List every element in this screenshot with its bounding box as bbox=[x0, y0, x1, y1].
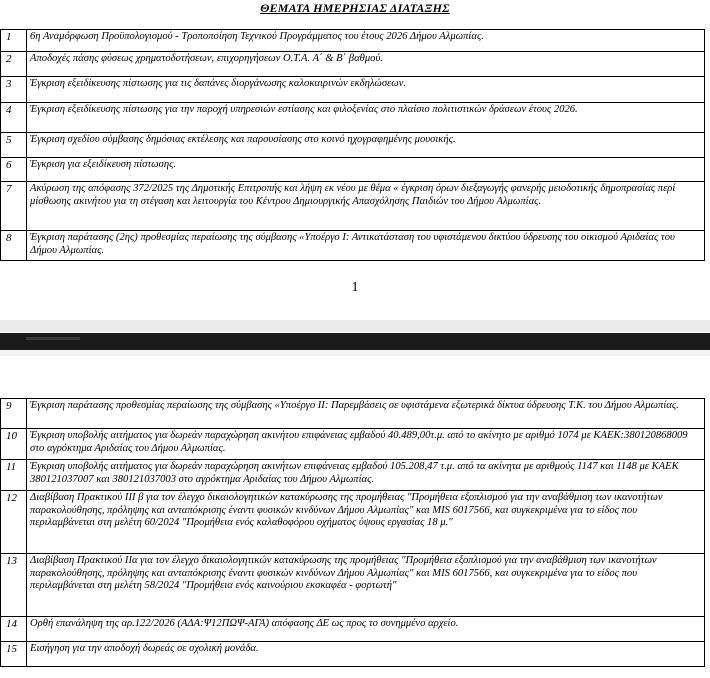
item-text: Εισήγηση για την αποδοχή δωρεάς σε σχολική μονάδα. bbox=[27, 642, 705, 667]
item-text: Έγκριση υποβολής αιτήματος για δωρεάν παραχώρηση ακινήτων επιφάνειας εμβαδού 105.208,47 τ.μ. από τα ακίνητα με αριθμούς 1147 και 1148 με ΚΑΕΚ 380121037007 και 380121037003 στο αγρόκτημα Αριδαίας του Δήμου Αλμωπίας. bbox=[27, 460, 705, 491]
agenda-table-page-1 bbox=[0, 29, 705, 261]
table-row bbox=[1, 182, 705, 231]
item-number: 11 bbox=[1, 460, 27, 491]
page-number: 1 bbox=[351, 280, 359, 295]
item-text: Έγκριση παράτασης (2ης) προθεσμίας περαίωσης της σύμβασης «Υποέργο Ι: Αντικατάσταση του υφιστάμενου δικτύου ύδρευσης του οικισμού Αριδαίας του Δήμου Αλμωπίας. bbox=[27, 231, 705, 261]
table-row bbox=[1, 231, 705, 261]
item-number: 12 bbox=[1, 491, 27, 554]
item-number: 2 bbox=[1, 52, 27, 77]
table-row bbox=[1, 642, 705, 667]
item-number: 9 bbox=[1, 399, 27, 429]
item-number: 7 bbox=[1, 182, 27, 231]
page-title: ΘΕΜΑΤΑ ΗΜΕΡΗΣΙΑΣ ΔΙΑΤΑΞΗΣ bbox=[260, 1, 450, 15]
table-row bbox=[1, 429, 705, 460]
table-row bbox=[1, 554, 705, 617]
item-number: 15 bbox=[1, 642, 27, 667]
table-row bbox=[1, 617, 705, 642]
agenda-table-page-2 bbox=[0, 398, 705, 667]
table-row bbox=[1, 77, 705, 103]
item-text: Έγκριση σχεδίου σύμβασης δημόσιας εκτέλεσης και παρουσίασης στο κοινό ηχογραφημένης μουσικής. bbox=[27, 133, 705, 158]
item-number: 10 bbox=[1, 429, 27, 460]
item-number: 8 bbox=[1, 231, 27, 261]
item-number: 13 bbox=[1, 554, 27, 617]
page-gap-lower bbox=[0, 350, 710, 356]
table-row bbox=[1, 399, 705, 429]
table-row bbox=[1, 158, 705, 182]
table-row bbox=[1, 491, 705, 554]
item-number: 4 bbox=[1, 103, 27, 133]
separator-mark bbox=[26, 337, 80, 340]
item-text: Ορθή επανάληψη της αρ.122/2026 (ΑΔΑ:Ψ12ΠΩΨ-ΑΓΑ) απόφασης ΔΕ ως προς το συνημμένο αρχείο. bbox=[27, 617, 705, 642]
item-text: Έγκριση παράτασης προθεσμίας περαίωσης της σύμβασης «Υποέργο ΙΙ: Παρεμβάσεις σε υφιστάμενα εξωτερικά δίκτυα ύδρευσης Τ.Κ. του Δήμου Αλμωπίας. bbox=[27, 399, 705, 429]
item-number: 14 bbox=[1, 617, 27, 642]
item-number: 3 bbox=[1, 77, 27, 103]
item-text: Αποδοχές πάσης φύσεως χρηματοδοτήσεων, επιχορηγήσεων Ο.Τ.Α. Α΄ & Β΄ βαθμού. bbox=[27, 52, 705, 77]
page-gap bbox=[0, 320, 710, 332]
item-number: 6 bbox=[1, 158, 27, 182]
item-number: 1 bbox=[1, 30, 27, 52]
page-separator-bar bbox=[0, 333, 710, 350]
table-row bbox=[1, 30, 705, 52]
item-text: Έγκριση για εξειδίκευση πίστωσης. bbox=[27, 158, 705, 182]
table-row bbox=[1, 460, 705, 491]
item-text: 6η Αναμόρφωση Προϋπολογισμού - Τροποποίηση Τεχνικού Προγράμματος του έτους 2026 Δήμου Αλμωπίας. bbox=[27, 30, 705, 52]
item-text: Έγκριση υποβολής αιτήματος για δωρεάν παραχώρηση ακινήτου επιφάνειας εμβαδού 40.489,00τ.μ. από το ακίνητο με αριθμό 1074 με ΚΑΕΚ:380120868009 στο αγρόκτημα Αριδαίας του Δήμου Αλμωπίας. bbox=[27, 429, 705, 460]
table-row bbox=[1, 52, 705, 77]
item-text: Έγκριση εξειδίκευσης πίστωσης για τις δαπάνες διοργάνωσης καλοκαιρινών εκδηλώσεων. bbox=[27, 77, 705, 103]
item-text: Διαβίβαση Πρακτικού ΙΙα για τον έλεγχο δικαιολογητικών κατακύρωσης της προμήθειας "Προμήθεια εξοπλισμού για την αναβάθμιση των ικανοτήτων παρακολούθησης, πρόληψης και ανταπόκρισης έναντι φυσικών κινδύνων Δήμου Αλμωπίας" και MIS 6017566, και συγκεκριμένα για το είδος που περιλαμβάνεται στη μελέτη 58/2024 "Προμήθεια ενός καινούριου εκσκαφέα - φορτωτή" bbox=[27, 554, 705, 617]
item-text: Διαβίβαση Πρακτικού ΙΙΙ β για τον έλεγχο δικαιολογητικών κατακύρωσης της προμήθειας "Προμήθεια εξοπλισμού για την αναβάθμιση των ικανοτήτων παρακολούθησης, πρόληψης και ανταπόκρισης έναντι φυσικών κινδύνων Δήμου Αλμωπίας" και MIS 6017566, και συγκεκριμένα για το είδος που περιλαμβάνεται στη μελέτη 60/2024 "Προμήθεια ενός καλαθοφόρου οχήματος ύψους εργασίας 18 μ." bbox=[27, 491, 705, 554]
table-row bbox=[1, 103, 705, 133]
item-number: 5 bbox=[1, 133, 27, 158]
item-text: Έγκριση εξειδίκευσης πίστωσης για την παροχή υπηρεσιών εστίασης και φιλοξενίας στο πλαίσιο πολιτιστικών δράσεων έτους 2026. bbox=[27, 103, 705, 133]
item-text: Ακύρωση της απόφασης 372/2025 της Δημοτικής Επιτροπής και λήψη εκ νέου με θέμα « έγκριση όρων διεξαγωγής φανερής μειοδοτικής δημοπρασίας περί μίσθωσης ακινήτου για τη στέγαση και λειτουργία του Κέντρου Δημιουργικής Απασχόλησης Παιδιών του Δήμου Αλμωπίας. bbox=[27, 182, 705, 231]
table-row bbox=[1, 133, 705, 158]
